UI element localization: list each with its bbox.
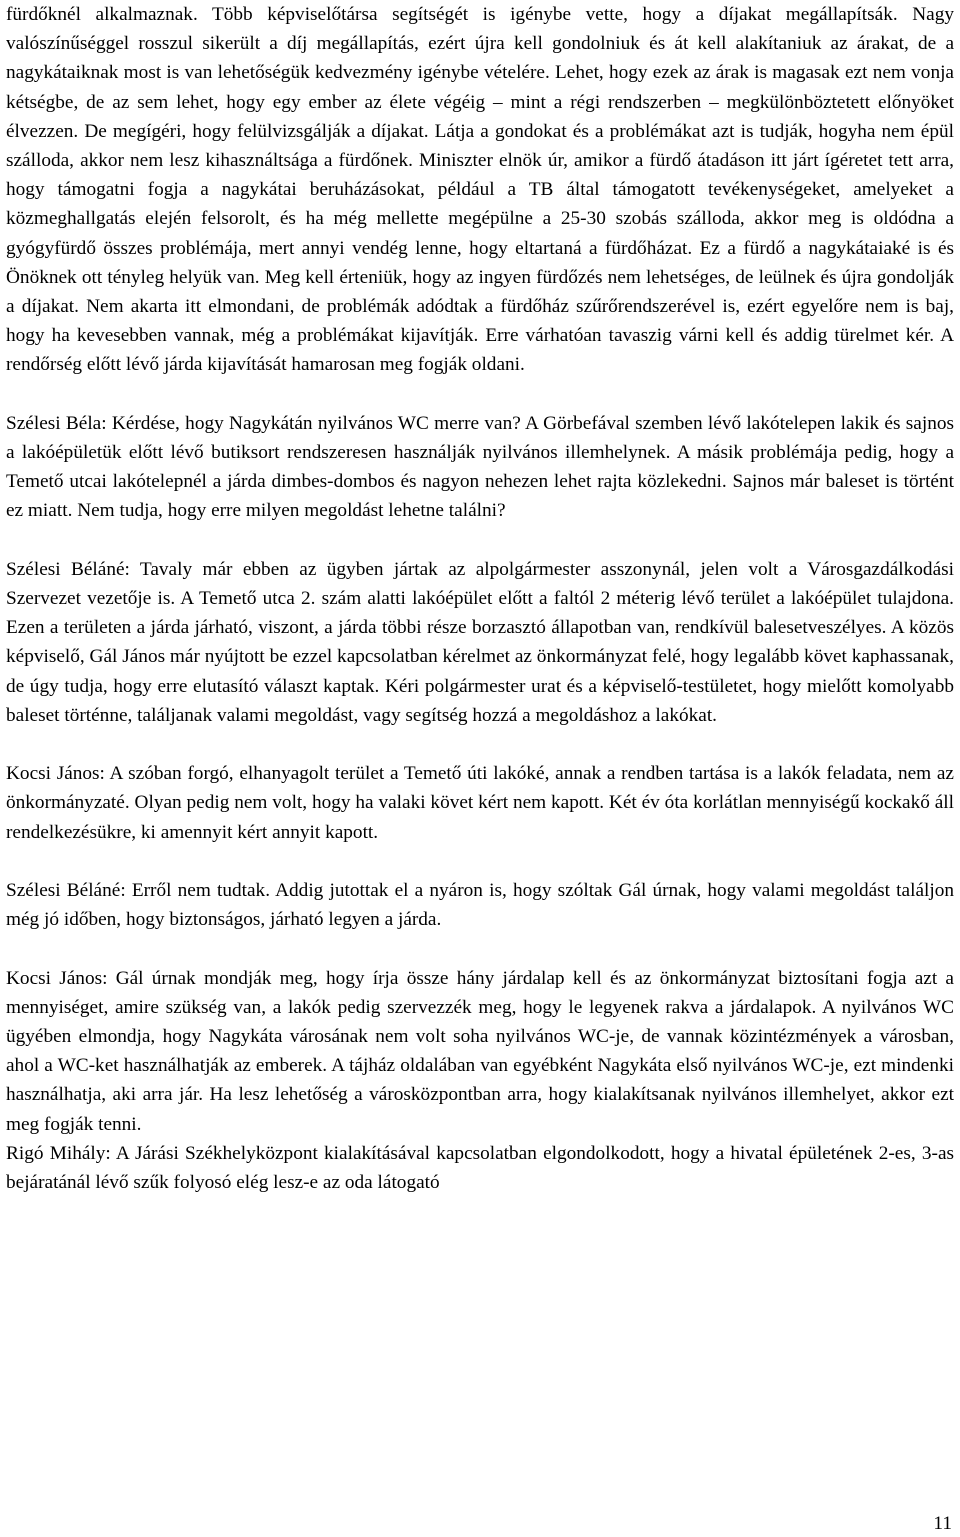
paragraph-gap [6,847,954,876]
document-body [6,0,954,1197]
paragraph-szelesi-bela-question: Szélesi Béla: Kérdése, hogy Nagykátán nyilvános WC merre van? A Görbefával szemben lévő lakótelepen lakik és sajnos a lakóépületük előtt lévő butiksort rendszeresen használják nyilvános illemhelynek. A másik problémája pedig, hogy a Temető utcai lakótelepnél a járda dimbes-dombos és nagyon nehezen lehet rajta közlekedni. Sajnos már baleset is történt ez miatt. Nem tudja, hogy erre milyen megoldást lehetne találni? [6,412,954,522]
paragraph-fee-review: fürdőknél alkalmaznak. Több képviselőtársa segítségét is igénybe vette, hogy a díjakat megállapítsák. Nagy valószínűséggel rosszul sikerült a díj megállapítás, ezért újra kell gondolniuk és át kell alakítaniuk az árakat, de a nagykátaiknak most is van lehetőségük kedvezmény igénybe vételére. Lehet, hogy ezek az árak is magasak ezt nem vonja kétségbe, de az sem lehet, hogy egy ember az élete végéig – mint a régi rendszerben – megkülönböztetett előnyöket élvezzen. De megígéri, hogy felülvizsgálják a díjakat. Látja a gondokat és a problémákat azt is tudják, hogyha nem épül szálloda, akkor nem lesz kihasználtsága a fürdőnek. Miniszter elnök úr, amikor a fürdő átadáson itt járt ígéretet tett arra, hogy támogatni fogja a nagykátai beruházásokat, például a TB által támogatott tevékenységeket, amelyeket a közmeghallgatás elején felsorolt, és ha még mellette megépülne a 25-30 szobás szálloda, akkor meg is oldódna a gyógyfürdő összes problémája, mert annyi vendég lenne, hogy eltartaná a fürdőházat. Ez a fürdő a nagykátaiaké is és Önöknek ott tényleg helyük van. Meg kell érteniük, hogy az ingyen fürdőzés nem lehetséges, de leülnek és újra gondolják a díjakat. Nem akarta itt elmondani, de problémák adódtak a fürdőház szűrőrendszerével is, ezért egyelőre nem is baj, hogy ha kevesebben vannak, még a problémákat kijavítják. Erre várhatóan tavaszig várni kell és addig türelmet kér. A rendőrség előtt lévő járda kijavítását hamarosan meg fogják oldani. [6,4,954,376]
paragraph-szelesi-belane-sidewalk: Szélesi Béláné: Tavaly már ebben az ügyben jártak az alpolgármester asszonynál, jelen volt a Városgazdálkodási Szervezet vezetője is. A Temető utca 2. szám alatti lakóépület előtt a faltól 2 méterig lévő terület a lakóépület tulajdona. Ezen a területen a járda járható, viszont, a járda többi része borzasztó állapotban van, rendkívül balesetveszélyes. A közös képviselő, Gál János már nyújtott be ezzel kapcsolatban kérelmet az önkormányzat felé, hogy legalább követ kaphassanak, de úgy tudja, hogy erre elutasító választ kaptak. Kéri polgármester urat és a képviselő-testületet, hogy mielőtt komolyabb baleset történne, találjanak valami megoldást, vagy segítség hozzá a megoldáshoz a lakókat. [6,558,954,726]
paragraph-kocsi-janos-reply: Kocsi János: A szóban forgó, elhanyagolt terület a Temető úti lakóké, annak a rendben tartása is a lakók feladata, nem az önkormányzaté. Olyan pedig nem volt, hogy ha valaki követ kért nem kapott. Két év óta korlátlan mennyiségű kockakő áll rendelkezésükre, ki amennyit kért annyit kapott. [6,763,954,843]
paragraph-gap [6,526,954,555]
paragraph-gap [6,730,954,759]
paragraph-gap [6,380,954,409]
paragraph-gap [6,934,954,963]
paragraph-szelesi-belane-response: Szélesi Béláné: Erről nem tudtak. Addig jutottak el a nyáron is, hogy szóltak Gál úrnak, hogy valami megoldást találjon még jó időben, hogy biztonságos, járható legyen a járda. [6,880,954,931]
paragraph-rigo-mihaly: Rigó Mihály: A Járási Székhelyközpont kialakításával kapcsolatban elgondolkodott, hogy a hivatal épületének 2-es, 3-as bejáratánál lévő szűk folyosó elég lesz-e az oda látogató [6,1142,954,1194]
paragraph-kocsi-janos-wc: Kocsi János: Gál úrnak mondják meg, hogy írja össze hány járdalap kell és az önkormányzat biztosítani fogja azt a mennyiséget, amire szükség van, a lakók pedig szervezzék meg, hogy le legyenek rakva a járdalapok. A nyilvános WC ügyében elmondja, hogy Nagykáta városának nem volt soha nyilvános WC-je, de vannak közintézmények a városban, ahol a WC-ket használhatják az emberek. A tájház oldalában van egyébként Nagykáta első nyilvános WC-je, ezt mindenki használhatja, aki arra jár. Ha lesz lehetőség a városközpontban arra, hogy kialakítsanak nyilvános illemhelyet, akkor ezt meg fogják tenni. [6,967,954,1135]
page-number: 11 [933,1513,952,1534]
